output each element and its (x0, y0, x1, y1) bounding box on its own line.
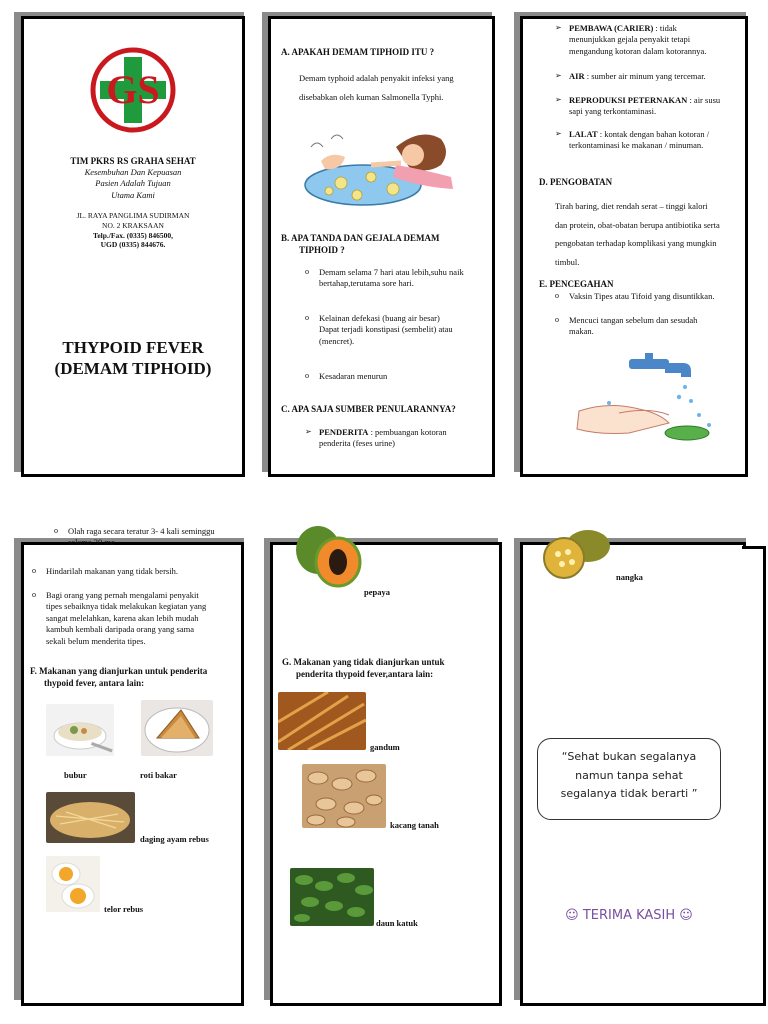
chicken-photo (46, 792, 135, 843)
porridge-photo (46, 704, 114, 756)
section-b-heading: TIPHOID ? (299, 244, 345, 255)
motto-line: Pasien Adalah Tujuan (95, 178, 171, 189)
motto-line: Kesembuhan Dan Kepuasan (84, 167, 182, 177)
sick-child-illustration (301, 117, 461, 212)
panel-treatment (520, 16, 748, 477)
food-caption: kacang tanah (390, 820, 439, 830)
section-g-heading: penderita thypoid fever,antara lain: (296, 668, 434, 679)
source-item: ➢ PEMBAWA (CARIER) : tidak menunjukkan gejala penyakit tetapi mengandung kotoran dalam kotorannya. (569, 23, 747, 57)
thanks-text: TERIMA KASIH (582, 908, 676, 923)
address-line: NO. 2 KRAKSAAN (102, 220, 164, 230)
food-caption: telor rebus (104, 904, 144, 914)
treatment-text: timbul. (555, 257, 580, 268)
peanut-photo (302, 764, 386, 828)
symptom-item: o Kelainan defekasi (buang air besar) Dapat terjadi konstipasi (sembelit) atau (mencret). (319, 313, 491, 347)
food-caption: pepaya (364, 587, 390, 597)
jackfruit-photo (540, 526, 614, 582)
food-caption: nangka (616, 572, 643, 582)
address-line: JL. RAYA PANGLIMA SUDIRMAN (76, 211, 190, 220)
section-f-heading: F. Makanan yang dianjurkan untuk penderita (30, 666, 208, 676)
motto-line: Utama Kami (111, 189, 155, 200)
section-a-text: Demam typhoid adalah penyakit infeksi yang (299, 73, 454, 83)
section-f-heading: thypoid fever, antara lain: (44, 677, 145, 688)
prevention-item: o Vaksin Tipes atau Tifoid yang disuntikkan. (569, 291, 747, 302)
section-a-text: disebabkan oleh kuman Salmonella Typhi. (299, 91, 444, 102)
source-item: ➢ REPRODUKSI PETERNAKAN : air susu sapi yang terkontaminasi. (569, 95, 747, 118)
handwashing-illustration (569, 353, 725, 445)
address-line: Telp./Fax. (0335) 846500, (93, 230, 173, 240)
source-item: ➢ PENDERITA : pembuangan kotoran penderita (feses urine) (319, 427, 489, 450)
smiley-icon: ☺ (565, 908, 579, 923)
quote-line: “Sehat bukan segalanya (561, 750, 697, 763)
leaflet-title: THYPOID FEVER (62, 338, 204, 357)
hospital-logo (90, 47, 176, 133)
food-caption: roti bakar (140, 770, 177, 780)
thanks-line (537, 908, 721, 923)
quote-line: segalanya tidak berarti ” (560, 787, 698, 801)
section-c-heading: C. APA SAJA SUMBER PENULARANNYA? (281, 404, 456, 414)
panel-cover (21, 16, 245, 477)
food-caption: bubur (64, 770, 87, 780)
section-e-heading: E. PENCEGAHAN (539, 279, 614, 289)
leaflet-subtitle: (DEMAM TIPHOID) (54, 359, 212, 379)
tip-item: o Bagi orang yang pernah mengalami penyakit tipes sebaiknya tidak melakukan kegiatan yang sangat melelahkan, karena akan lebih mudah kambuh kembali daripada orang yang sama sekali belum menderita tipes. (46, 590, 236, 647)
address-line: UGD (0335) 844676. (100, 240, 166, 250)
katuk-leaf-photo (290, 868, 374, 926)
prevention-item: o Mencuci tangan sebelum dan sesudah makan. (569, 315, 747, 338)
food-caption: gandum (370, 742, 400, 752)
smiley-icon: ☺ (679, 908, 693, 923)
boiled-egg-photo (46, 856, 100, 912)
tip-item: o Olah raga secara teratur 3- 4 kali seminggu selama 30 me (68, 526, 246, 549)
panel-definition (268, 16, 495, 477)
section-d-heading: D. PENGOBATAN (539, 177, 613, 187)
section-g-heading: G. Makanan yang tidak dianjurkan untuk (282, 657, 445, 667)
quote-box (537, 738, 721, 820)
section-a-heading: A. APAKAH DEMAM TIPHOID ITU ? (281, 47, 435, 57)
page-edge (742, 546, 766, 1006)
food-caption: daging ayam rebus (140, 834, 209, 844)
treatment-text: dan protein, obat-obatan berupa antibiotika serta (555, 219, 720, 230)
source-item: ➢ AIR : sumber air minum yang tercemar. (569, 71, 747, 82)
team-name: TIM PKRS RS GRAHA SEHAT (70, 156, 196, 166)
logo-text: GS (106, 67, 160, 112)
papaya-photo (292, 524, 364, 588)
section-b-heading: B. APA TANDA DAN GEJALA DEMAM (281, 233, 440, 243)
symptom-item: o Demam selama 7 hari atau lebih,suhu naik bertahap,terutama sore hari. (319, 267, 491, 290)
treatment-text: Tirah baring, diet rendah serat – tinggi kalori (555, 201, 708, 211)
treatment-text: pengobatan terhadap komplikasi yang mungkin (555, 238, 717, 249)
tip-item: o Hindarilah makanan yang tidak bersih. (46, 566, 236, 577)
source-item: ➢ LALAT : kontak dengan bahan kotoran / terkontaminasi ke makanan / minuman. (569, 129, 747, 152)
wheat-photo (278, 692, 366, 750)
quote-line: namun tanpa sehat (575, 768, 683, 782)
food-caption: daun katuk (376, 918, 418, 928)
toast-photo (141, 700, 213, 756)
symptom-item: o Kesadaran menurun (319, 371, 491, 382)
